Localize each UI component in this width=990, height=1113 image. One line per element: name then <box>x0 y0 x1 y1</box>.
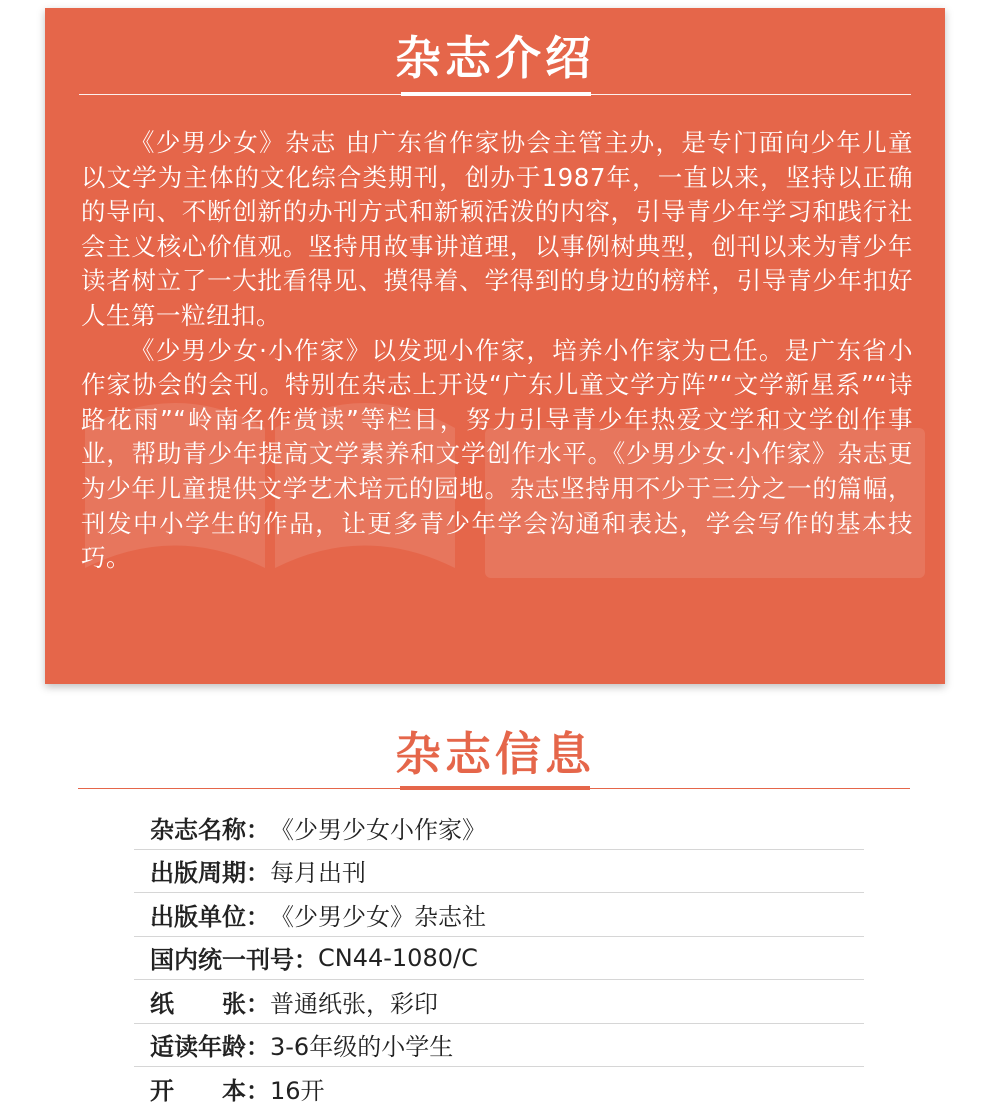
info-label: 开 本： <box>150 1076 270 1105</box>
info-value: 普通纸张，彩印 <box>270 989 438 1018</box>
magazine-intro-panel <box>45 8 945 684</box>
info-row-publisher <box>134 893 864 937</box>
info-label: 纸 张： <box>150 989 270 1018</box>
info-label: 杂志名称： <box>150 815 270 844</box>
info-row-paper <box>134 980 864 1024</box>
info-value: 16开 <box>270 1076 325 1105</box>
magazine-info-table <box>134 806 864 1110</box>
info-label: 出版单位： <box>150 902 270 931</box>
info-value: 3-6年级的小学生 <box>270 1033 454 1062</box>
info-value: 《少男少女小作家》 <box>270 815 486 844</box>
info-row-age <box>134 1024 864 1068</box>
info-title-underline <box>400 786 590 790</box>
intro-title-underline <box>401 92 591 96</box>
info-value: CN44-1080/C <box>318 943 478 972</box>
info-value: 每月出刊 <box>270 859 366 888</box>
info-row-name <box>134 806 864 850</box>
info-label: 出版周期： <box>150 859 270 888</box>
info-label: 国内统一刊号： <box>150 946 318 975</box>
intro-body <box>81 126 913 576</box>
info-label: 适读年龄： <box>150 1033 270 1062</box>
info-row-issn <box>134 937 864 981</box>
intro-paragraph: 《少男少女·小作家》以发现小作家，培养小作家为己任。是广东省小作家协会的会刊。特别在杂志上开设“广东儿童文学方阵”“文学新星系”“诗路花雨”“岭南名作赏读”等栏目，努力引导青少年热爱文学和文学创作事业，帮助青少年提高文学素养和文学创作水平。《少男少女·小作家》杂志更为少年儿童提供文学艺术培元的园地。杂志坚持用不少于三分之一的篇幅，刊发中小学生的作品，让更多青少年学会沟通和表达，学会写作的基本技巧。 <box>81 335 913 573</box>
info-title: 杂志信息 <box>395 727 595 781</box>
intro-paragraph: 《少男少女》杂志 由广东省作家协会主管主办，是专门面向少年儿童以文学为主体的文化综合类期刊，创办于1987年，一直以来，坚持以正确的导向、不断创新的办刊方式和新颖活泼的内容，引导青少年学习和践行社会主义核心价值观。坚持用故事讲道理，以事例树典型，创刊以来为青少年读者树立了一大批看得见、摸得着、学得到的身边的榜样，引导青少年扣好人生第一粒纽扣。 <box>81 128 913 330</box>
intro-title: 杂志介绍 <box>395 31 595 85</box>
info-row-period <box>134 850 864 894</box>
info-row-format <box>134 1067 864 1110</box>
info-value: 《少男少女》杂志社 <box>270 902 486 931</box>
